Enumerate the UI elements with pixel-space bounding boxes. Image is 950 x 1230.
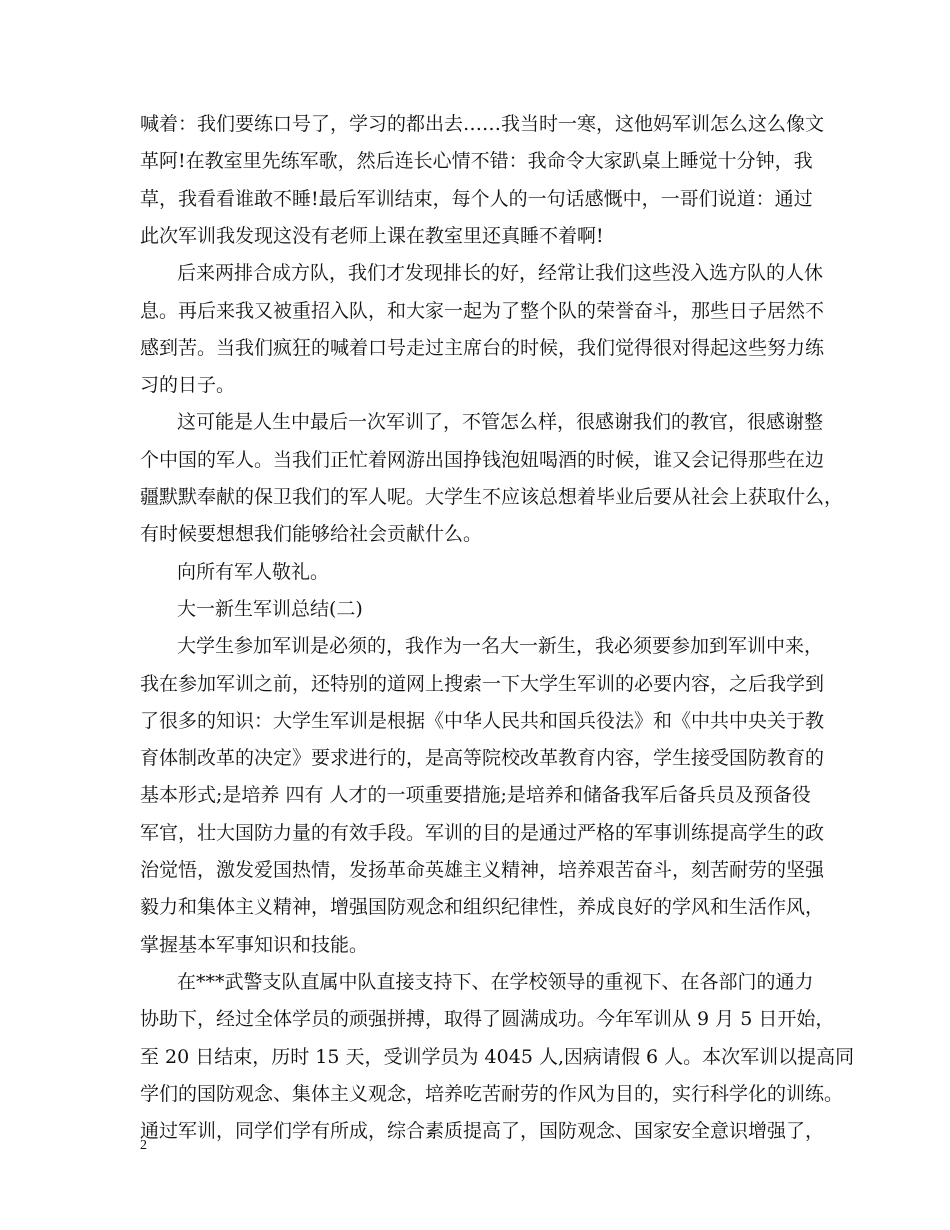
text-line: 基本形式;是培养 四有 人才的一项重要措施;是培养和储备我军后备兵员及预备役 <box>140 784 811 806</box>
text-line: 草，我看看谁敢不睡!最后军训结束，每个人的一句话感慨中，一哥们说道：通过 <box>140 188 813 210</box>
text-line: 了很多的知识：大学生军训是根据《中华人民共和国兵役法》和《中共中央关于教 <box>140 710 825 732</box>
text-line: 协助下，经过全体学员的顽强拼搏，取得了圆满成功。今年军训从 9 月 5 日开始， <box>140 1008 835 1030</box>
section-heading: 大一新生军训总结(二) <box>177 598 363 620</box>
text-line: 通过军训，同学们学有所成，综合素质提高了，国防观念、国家安全意识增强了， <box>140 1120 825 1142</box>
text-line: 习的日子。 <box>140 374 236 396</box>
page-number: 2 <box>140 1138 147 1153</box>
text-line: 革阿!在教室里先练军歌，然后连长心情不错：我命令大家趴桌上睡觉十分钟，我 <box>140 150 813 172</box>
text-line: 感到苦。当我们疯狂的喊着口号走过主席台的时候，我们觉得很对得起这些努力练 <box>140 337 825 359</box>
text-line: 治觉悟，激发爱国热情，发扬革命英雄主义精神，培养艰苦奋斗，刻苦耐劳的坚强 <box>140 859 825 881</box>
text-line: 育体制改革的决定》要求进行的，是高等院校改革教育内容，学生接受国防教育的 <box>140 747 825 769</box>
text-line: 喊着：我们要练口号了，学习的都出去……我当时一寒，这他妈军训怎么这么像文 <box>140 113 825 135</box>
text-line: 至 20 日结束，历时 15 天，受训学员为 4045 人,因病请假 6 人。本次军训以提高同 <box>140 1046 855 1068</box>
text-line: 掌握基本军事知识和技能。 <box>140 934 369 956</box>
text-line: 后来两排合成方队，我们才发现排长的好，经常让我们这些没入选方队的人休 <box>177 262 824 284</box>
text-line: 息。再后来我又被重招入队，和大家一起为了整个队的荣誉奋斗，那些日子居然不 <box>140 300 825 322</box>
text-line: 向所有军人敬礼。 <box>177 561 330 583</box>
text-line: 在***武警支队直属中队直接支持下、在学校领导的重视下、在各部门的通力 <box>177 971 814 993</box>
text-line: 这可能是人生中最后一次军训了，不管怎么样，很感谢我们的教官，很感谢整 <box>177 411 824 433</box>
text-line: 学们的国防观念、集体主义观念，培养吃苦耐劳的作风为目的，实行科学化的训练。 <box>140 1083 844 1105</box>
text-line: 此次军训我发现这没有老师上课在教室里还真睡不着啊! <box>140 225 604 247</box>
text-line: 个中国的军人。当我们正忙着网游出国挣钱泡妞喝酒的时候，谁又会记得那些在边 <box>140 449 825 471</box>
text-line: 大学生参加军训是必须的，我作为一名大一新生，我必须要参加到军训中来， <box>177 635 824 657</box>
text-line: 军官，壮大国防力量的有效手段。军训的目的是通过严格的军事训练提高学生的政 <box>140 822 825 844</box>
text-line: 疆默默奉献的保卫我们的军人呢。大学生不应该总想着毕业后要从社会上获取什么， <box>140 486 844 508</box>
text-line: 毅力和集体主义精神，增强国防观念和组织纪律性，养成良好的学风和生活作风， <box>140 896 825 918</box>
text-line: 我在参加军训之前，还特别的道网上搜索一下大学生军训的必要内容，之后我学到 <box>140 673 825 695</box>
text-line: 有时候要想想我们能够给社会贡献什么。 <box>140 523 483 545</box>
